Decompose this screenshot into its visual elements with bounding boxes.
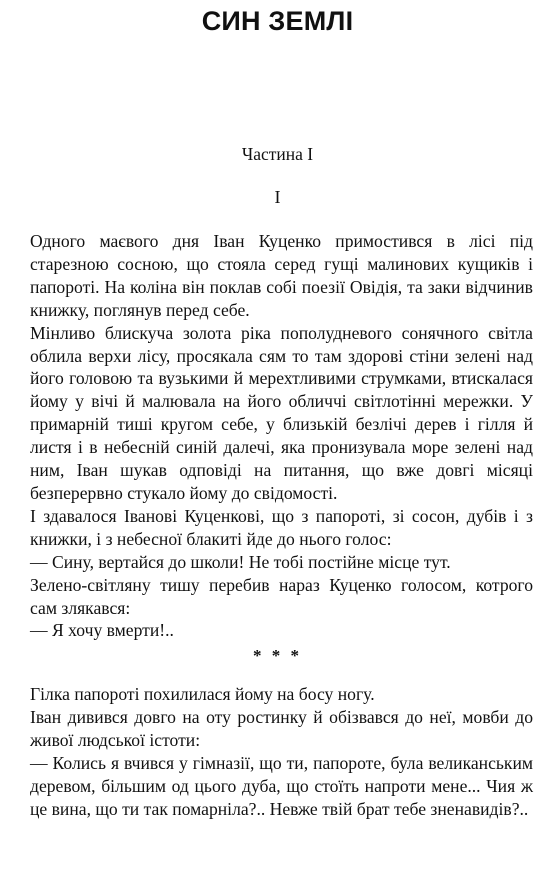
book-title: СИН ЗЕМЛІ	[201, 6, 354, 36]
paragraph: Зелено-світляну тишу перебив нараз Куценко голосом, котрого сам злякався:	[30, 574, 533, 618]
chapter-heading: І	[274, 187, 281, 207]
paragraph: Гілка папороті похилилася йому на босу ногу.	[30, 684, 375, 704]
paragraph: — Я хочу вмерти!..	[30, 620, 174, 641]
section-separator: * * *	[253, 646, 302, 665]
paragraph: І здавалося Іванові Куценкові, що з папороті, зі сосон, дубів і з книжки, і з небесної блакиті йде до нього голос:	[30, 505, 533, 549]
paragraph: Мінливо блискуча золота ріка пополудневого сонячного світла облила верхи лісу, просякала сям то там здорові стіни зелені над його головою та вузькими й мерехтливими струмками, втискалася йому у вічі й малювала на його обличчі світлотінні мережки. У примарній тиші кругом себе, у близькій безлічі дерев і гілля й листя і в небесній синій далечі, яка пронизувала море зелені над ним, Іван шукав одповіді на питання, що вже довгі місяці безперервно стукало йому до свідомості.	[30, 322, 533, 503]
paragraph: — Колись я вчився у гімназії, що ти, папороте, була великанським деревом, більшим од цього дуба, що стоїть напроти мене... Чия ж це вина, що ти так помарніла?.. Невже твій брат тебе зненавидів?..	[30, 752, 533, 819]
paragraph: Іван дивився довго на оту ростинку й обізвався до неї, мовби до живої людської істоти:	[30, 706, 533, 750]
section-one-text	[30, 230, 533, 642]
part-heading: Частина І	[241, 144, 314, 164]
section-two-text	[30, 683, 533, 820]
paragraph: — Сину, вертайся до школи! Не тобі постійне місце тут.	[30, 551, 451, 572]
paragraph: Одного маєвого дня Іван Куценко примостився в лісі під старезною сосною, що стояла серед гущі малинових кущиків і папороті. На коліна він поклав собі поезії Овідія, та заки відчинив книжку, поглянув перед себе.	[30, 231, 533, 320]
